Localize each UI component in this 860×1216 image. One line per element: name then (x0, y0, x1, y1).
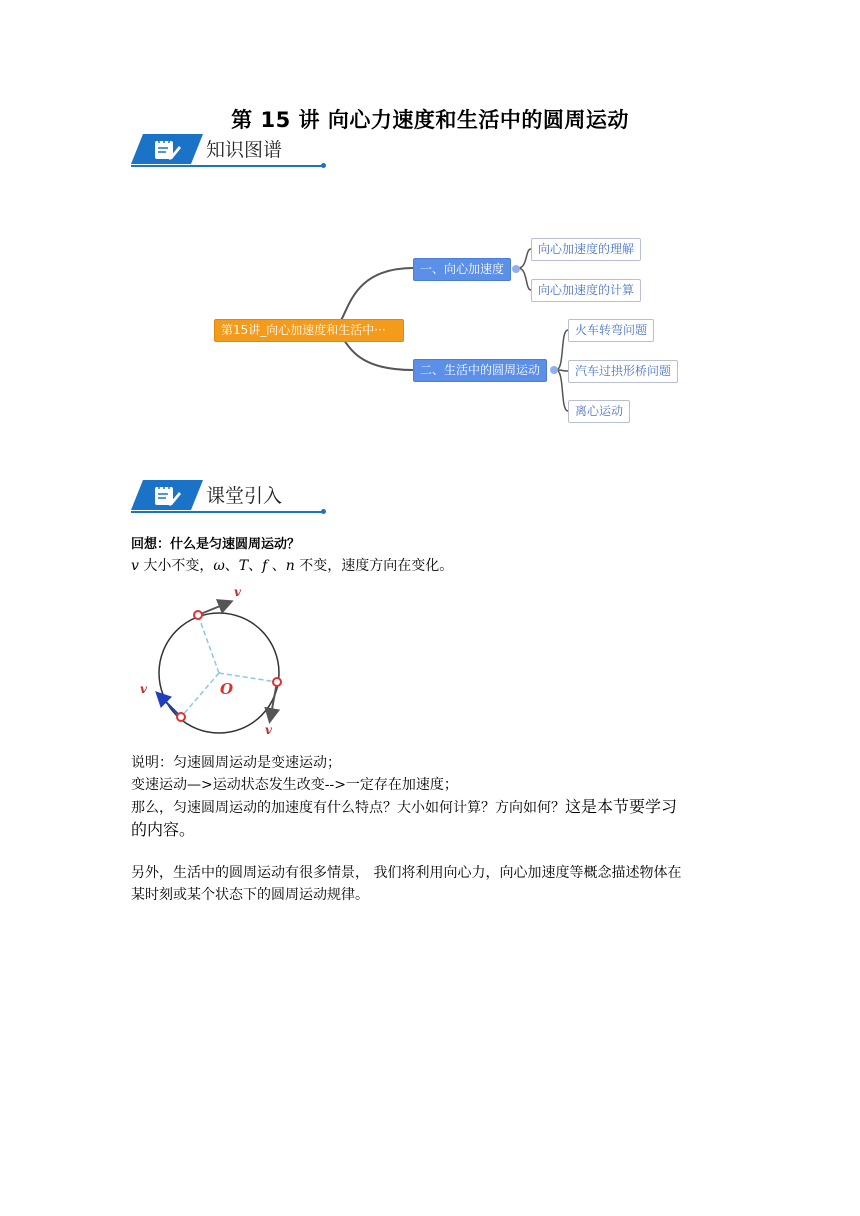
center-label: O (220, 680, 234, 698)
intro-question: 回想：什么是匀速圆周运动？ (131, 537, 301, 552)
mindmap-branch-2[interactable]: 二、生活中的圆周运动 (413, 359, 547, 382)
mindmap-connectors (0, 0, 860, 460)
notepad-pencil-icon (153, 484, 183, 508)
velocity-arrow-right (270, 682, 277, 720)
paragraph2-line1: 另外，生活中的圆周运动有很多情景， 我们将利用向心力，向心加速度等概念描述物体在 (131, 865, 682, 881)
mindmap-expander-1[interactable] (512, 265, 520, 273)
section-title: 知识图谱 (206, 139, 283, 161)
mindmap-branch-1[interactable]: 一、向心加速度 (413, 258, 511, 281)
point-marker (273, 678, 281, 686)
mindmap-leaf[interactable]: 离心运动 (568, 400, 630, 423)
velocity-label: v (265, 723, 272, 737)
paragraph2-line2: 某时刻或某个状态下的圆周运动规律。 (131, 887, 369, 903)
mindmap-expander-2[interactable] (550, 366, 558, 374)
velocity-label: v (140, 682, 147, 696)
page-title: 第 15 讲 向心力速度和生活中的圆周运动 (231, 108, 629, 132)
velocity-label: v (234, 585, 241, 599)
intro-line1: v 大小不变，ω、T、f 、n 不变，速度方向在变化。 (131, 558, 454, 574)
explain-line2: 变速运动—>运动状态发生改变-->一定存在加速度； (131, 777, 458, 793)
explain-line3: 那么，匀速圆周运动的加速度有什么特点？大小如何计算？方向如何？这是本节要学习 (131, 797, 678, 816)
section-header-class-intro (131, 478, 331, 518)
mindmap-leaf[interactable]: 火车转弯问题 (568, 319, 654, 342)
explain-line4: 的内容。 (131, 820, 196, 839)
mindmap-root-node[interactable]: 第15讲_向心加速度和生活中··· (214, 319, 404, 342)
circular-motion-figure (130, 580, 300, 745)
point-marker (177, 713, 185, 721)
explain-line1: 说明：匀速圆周运动是变速运动； (131, 755, 341, 771)
point-marker (194, 611, 202, 619)
mindmap-leaf[interactable]: 向心加速度的计算 (531, 279, 641, 302)
section-title: 课堂引入 (206, 485, 283, 507)
mindmap-leaf[interactable]: 汽车过拱形桥问题 (568, 360, 678, 383)
mindmap-leaf[interactable]: 向心加速度的理解 (531, 238, 641, 261)
